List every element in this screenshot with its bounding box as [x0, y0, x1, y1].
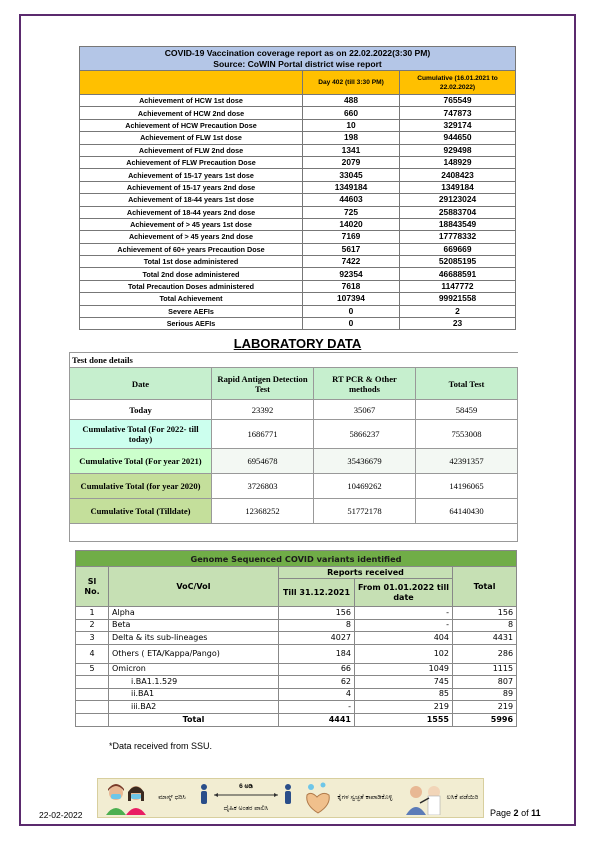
row-label: Serious AEFIs: [80, 318, 303, 330]
row-label: Achievement of 15-17 years 2nd dose: [80, 181, 303, 193]
table-row: [80, 318, 516, 330]
genome-title: Genome Sequenced COVID variants identified: [76, 551, 517, 567]
total-serial-empty: [76, 713, 109, 726]
row-label: Achievement of HCW 2nd dose: [80, 107, 303, 119]
row-label: Total 2nd dose administered: [80, 268, 303, 280]
cumulative-value: 17778332: [400, 231, 516, 243]
vaccination-icon: [402, 781, 446, 815]
till-2021-value: 66: [279, 663, 355, 676]
serial-number: 1: [76, 607, 109, 620]
serial-number: 5: [76, 663, 109, 676]
total-value: 807: [453, 676, 517, 689]
genome-col-from: From 01.01.2022 till date: [355, 579, 453, 607]
genome-col-total: Total: [453, 567, 517, 607]
day-value: 7422: [303, 256, 400, 268]
cumulative-value: 1349184: [400, 181, 516, 193]
row-label: Achievement of > 45 years 2nd dose: [80, 231, 303, 243]
cumulative-value: 148929: [400, 156, 516, 168]
genome-col-voc: VoC/VoI: [109, 567, 279, 607]
from-2022-value: 404: [355, 632, 453, 645]
total-value: 4431: [453, 632, 517, 645]
from-2022-value: 85: [355, 688, 453, 701]
total-test-value: 58459: [416, 400, 518, 420]
table-row: [76, 701, 517, 714]
row-label: Achievement of 60+ years Precaution Dose: [80, 243, 303, 255]
cumulative-value: 1147772: [400, 280, 516, 292]
cumulative-value: 765549: [400, 95, 516, 107]
cumulative-value: 747873: [400, 107, 516, 119]
total-value: 219: [453, 701, 517, 714]
grand-total: 5996: [453, 713, 517, 726]
table-row: [80, 95, 516, 107]
row-label: Achievement of 18-44 years 1st dose: [80, 194, 303, 206]
genome-header-row: [76, 567, 517, 579]
page-total: 11: [531, 808, 541, 818]
table-row: [70, 420, 518, 449]
row-label: Total 1st dose administered: [80, 256, 303, 268]
vaccination-header-row: [80, 71, 516, 95]
row-label: Severe AEFIs: [80, 305, 303, 317]
row-label: Total Precaution Doses administered: [80, 280, 303, 292]
cumulative-value: 52085195: [400, 256, 516, 268]
till-2021-value: 4027: [279, 632, 355, 645]
total-test-value: 42391357: [416, 449, 518, 474]
day-value: 44603: [303, 194, 400, 206]
from-2022-value: 219: [355, 701, 453, 714]
day-value: 2079: [303, 156, 400, 168]
vaccination-title-row: [80, 47, 516, 71]
serial-number: 4: [76, 644, 109, 663]
rtpcr-value: 10469262: [314, 474, 416, 499]
serial-number-empty: [76, 676, 109, 689]
banner-distance-text: ದೈಹಿಕ ಅಂತರ ಪಾಲಿಸಿ: [223, 805, 269, 812]
cumulative-value: 944650: [400, 132, 516, 144]
day-value: 7618: [303, 280, 400, 292]
till-2021-value: -: [279, 701, 355, 714]
row-label: Achievement of 15-17 years 1st dose: [80, 169, 303, 181]
lab-col-date: Date: [70, 368, 212, 400]
rapid-antigen-value: 1686771: [212, 420, 314, 449]
day-value: 0: [303, 305, 400, 317]
table-row: [80, 156, 516, 168]
table-row: [80, 119, 516, 131]
rtpcr-value: 35067: [314, 400, 416, 420]
vaccination-col-cumulative: Cumulative (16.01.2021 to 22.02.2022): [400, 71, 516, 95]
vaccination-title-line2: Source: CoWIN Portal district wise report: [213, 58, 382, 69]
lab-col-rapid: Rapid Antigen Detection Test: [212, 368, 314, 400]
lab-heading: LABORATORY DATA: [233, 336, 362, 351]
row-label: Achievement of > 45 years 1st dose: [80, 218, 303, 230]
ssu-note: *Data received from SSU.: [109, 741, 213, 751]
row-label: Today: [70, 400, 212, 420]
table-row: [76, 688, 517, 701]
row-label: Achievement of FLW Precaution Dose: [80, 156, 303, 168]
banner-distance-segment: [194, 779, 298, 817]
day-value: 107394: [303, 293, 400, 305]
vaccination-title-line1: COVID-19 Vaccination coverage report as on 22.02.2022(3:30 PM): [164, 47, 431, 58]
total-label: Total: [109, 713, 279, 726]
table-row: [70, 499, 518, 524]
row-label: Cumulative Total (For 2022- till today): [70, 420, 212, 449]
table-row: [80, 206, 516, 218]
table-row: [80, 256, 516, 268]
cumulative-value: 99921558: [400, 293, 516, 305]
table-row: [80, 107, 516, 119]
total-till-2021: 4441: [279, 713, 355, 726]
day-value: 92354: [303, 268, 400, 280]
rtpcr-value: 51772178: [314, 499, 416, 524]
day-value: 0: [303, 318, 400, 330]
banner-handwash-text: ಕೈಗಳ ಸ್ವಚ್ಛತೆ ಕಾಪಾಡಿಕೊಳ್ಳಿ: [337, 794, 393, 801]
genome-col-till: Till 31.12.2021: [279, 579, 355, 607]
total-value: 1115: [453, 663, 517, 676]
cumulative-value: 2408423: [400, 169, 516, 181]
rtpcr-value: 5866237: [314, 420, 416, 449]
page-prefix: Page: [490, 808, 512, 818]
day-value: 1349184: [303, 181, 400, 193]
from-2022-value: -: [355, 619, 453, 632]
table-row: [80, 218, 516, 230]
rapid-antigen-value: 23392: [212, 400, 314, 420]
row-label: Cumulative Total (for year 2020): [70, 474, 212, 499]
sub-lineage-name: iii.BA2: [109, 701, 279, 714]
row-label: Cumulative Total (Tilldate): [70, 499, 212, 524]
table-row: [70, 449, 518, 474]
banner-vaccine-text: ಲಸಿಕೆ ಪಡೆಯಿರಿ: [446, 794, 479, 801]
lab-col-rtpcr: RT PCR & Other methods: [314, 368, 416, 400]
row-label: Achievement of FLW 1st dose: [80, 132, 303, 144]
page-current: 2: [513, 808, 519, 818]
cumulative-value: 46688591: [400, 268, 516, 280]
till-2021-value: 156: [279, 607, 355, 620]
total-test-value: 14196065: [416, 474, 518, 499]
page-number: [490, 808, 541, 818]
day-value: 14020: [303, 218, 400, 230]
genome-col-sl: Sl No.: [76, 567, 109, 607]
table-row: [80, 132, 516, 144]
serial-number-empty: [76, 688, 109, 701]
vaccination-table: [79, 46, 516, 330]
serial-number: 3: [76, 632, 109, 645]
table-row: [76, 663, 517, 676]
sub-lineage-name: ii.BA1: [109, 688, 279, 701]
page-of: of: [521, 808, 529, 818]
sub-lineage-name: i.BA1.1.529: [109, 676, 279, 689]
table-row: [80, 280, 516, 292]
total-value: 156: [453, 607, 517, 620]
day-value: 33045: [303, 169, 400, 181]
lab-caption-row: [70, 353, 518, 368]
total-value: 286: [453, 644, 517, 663]
variant-name: Beta: [109, 619, 279, 632]
cumulative-value: 329174: [400, 119, 516, 131]
total-value: 89: [453, 688, 517, 701]
from-2022-value: 745: [355, 676, 453, 689]
awareness-banner: [97, 778, 484, 818]
day-value: 1341: [303, 144, 400, 156]
rtpcr-value: 35436679: [314, 449, 416, 474]
day-value: 660: [303, 107, 400, 119]
table-row: [70, 474, 518, 499]
serial-number-empty: [76, 701, 109, 714]
vaccination-title: [80, 47, 516, 71]
lab-col-total: Total Test: [416, 368, 518, 400]
banner-mask-segment: [98, 779, 194, 817]
lab-caption: Test done details: [70, 353, 518, 368]
cumulative-value: 669669: [400, 243, 516, 255]
total-value: 8: [453, 619, 517, 632]
row-label: Cumulative Total (For year 2021): [70, 449, 212, 474]
variant-name: Alpha: [109, 607, 279, 620]
table-row: [80, 194, 516, 206]
genome-table: [75, 550, 517, 727]
variant-name: Delta & its sub-lineages: [109, 632, 279, 645]
table-row: [80, 231, 516, 243]
cumulative-value: 29123024: [400, 194, 516, 206]
cumulative-value: 18843549: [400, 218, 516, 230]
row-label: Achievement of 18-44 years 2nd dose: [80, 206, 303, 218]
table-row: [80, 268, 516, 280]
table-row: [80, 293, 516, 305]
variant-name: Others ( ETA/Kappa/Pango): [109, 644, 279, 663]
table-row: [70, 400, 518, 420]
handwash-icon: [301, 781, 335, 815]
cumulative-value: 2: [400, 305, 516, 317]
till-2021-value: 4: [279, 688, 355, 701]
row-label: Total Achievement: [80, 293, 303, 305]
row-label: Achievement of HCW 1st dose: [80, 95, 303, 107]
from-2022-value: 1049: [355, 663, 453, 676]
cumulative-value: 929498: [400, 144, 516, 156]
lab-header-row: [70, 368, 518, 400]
cumulative-value: 23: [400, 318, 516, 330]
day-value: 10: [303, 119, 400, 131]
genome-col-reports: Reports received: [279, 567, 453, 579]
table-row: [76, 632, 517, 645]
total-test-value: 64140430: [416, 499, 518, 524]
till-2021-value: 184: [279, 644, 355, 663]
rapid-antigen-value: 3726803: [212, 474, 314, 499]
day-value: 488: [303, 95, 400, 107]
from-2022-value: -: [355, 607, 453, 620]
table-row: [80, 144, 516, 156]
lab-footer-row: [70, 524, 518, 542]
total-from-2022: 1555: [355, 713, 453, 726]
day-value: 7169: [303, 231, 400, 243]
day-value: 725: [303, 206, 400, 218]
table-row: [76, 607, 517, 620]
variant-name: Omicron: [109, 663, 279, 676]
table-row: [80, 181, 516, 193]
banner-handwash-segment: [298, 779, 398, 817]
lab-table: [69, 352, 518, 542]
banner-mask-text: ಮಾಸ್ಕ್ ಧರಿಸಿ: [158, 794, 186, 801]
from-2022-value: 102: [355, 644, 453, 663]
table-row: [76, 644, 517, 663]
row-label: Achievement of FLW 2nd dose: [80, 144, 303, 156]
rapid-antigen-value: 12368252: [212, 499, 314, 524]
vaccination-header-blank: [80, 71, 303, 95]
masked-people-icon: [102, 781, 154, 815]
table-row: [76, 619, 517, 632]
day-value: 198: [303, 132, 400, 144]
total-test-value: 7553008: [416, 420, 518, 449]
till-2021-value: 62: [279, 676, 355, 689]
footer-date: 22-02-2022: [39, 810, 83, 820]
serial-number: 2: [76, 619, 109, 632]
till-2021-value: 8: [279, 619, 355, 632]
table-row: [80, 169, 516, 181]
genome-title-row: [76, 551, 517, 567]
lab-footer-blank: [70, 524, 518, 542]
vaccination-col-day: Day 402 (till 3:30 PM): [303, 71, 400, 95]
table-row: [80, 305, 516, 317]
rapid-antigen-value: 6954678: [212, 449, 314, 474]
row-label: Achievement of HCW Precaution Dose: [80, 119, 303, 131]
total-row: [76, 713, 517, 726]
banner-vaccine-segment: [398, 779, 483, 817]
banner-distance-value: 6 ಅಡಿ: [239, 783, 253, 790]
table-row: [76, 676, 517, 689]
table-row: [80, 243, 516, 255]
day-value: 5617: [303, 243, 400, 255]
cumulative-value: 25883704: [400, 206, 516, 218]
